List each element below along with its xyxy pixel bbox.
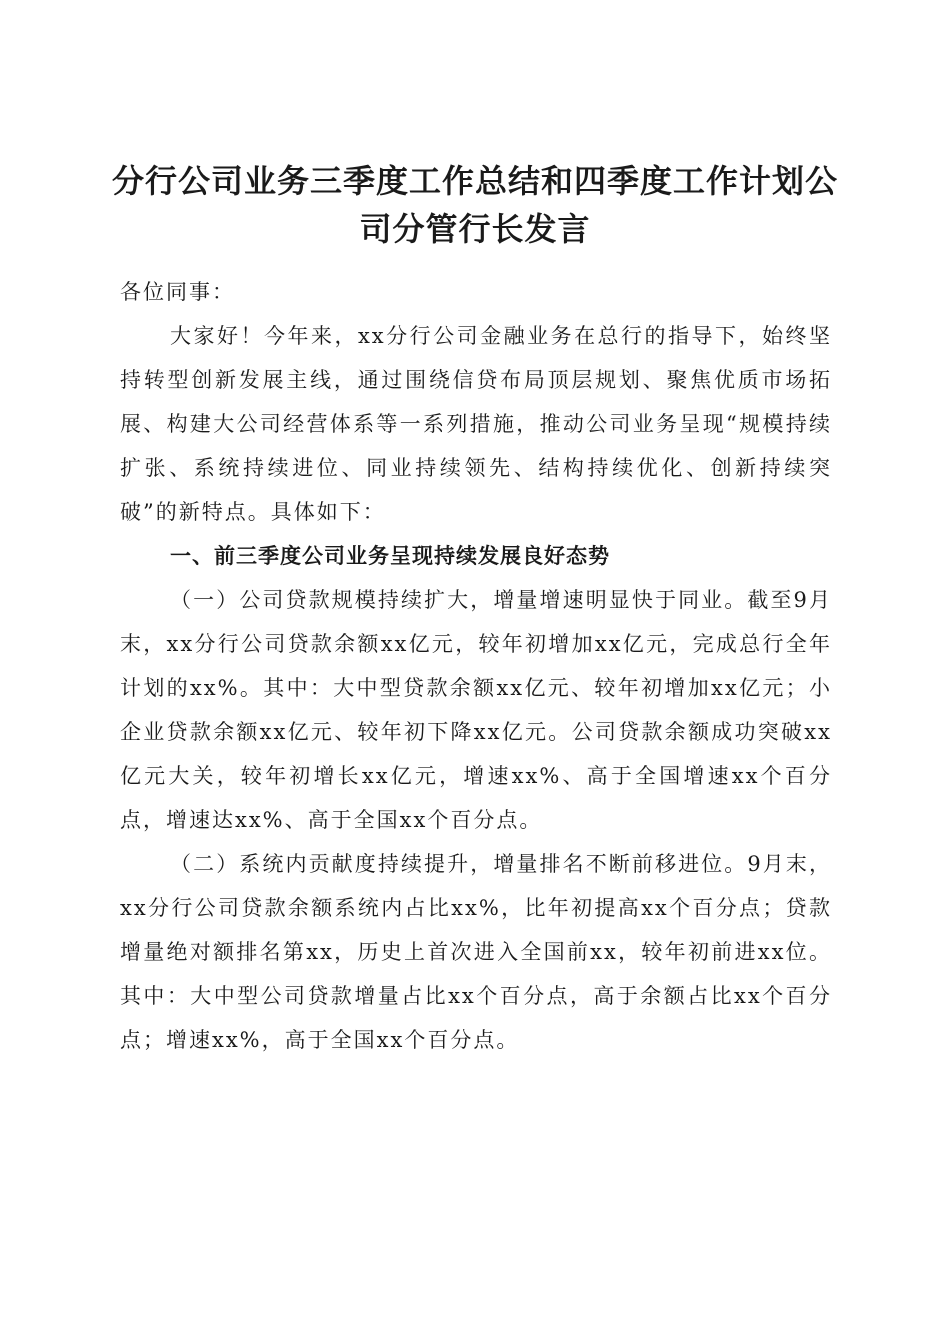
document-title: 分行公司业务三季度工作总结和四季度工作计划公司分管行长发言 <box>111 162 838 249</box>
salutation: 各位同事： <box>120 280 235 304</box>
intro-paragraph: 大家好！今年来，xx分行公司金融业务在总行的指导下，始终坚持转型创新发展主线，通过围绕信贷布局顶层规划、聚焦优质市场拓展、构建大公司经营体系等一系列措施，推动公司业务呈现“规模持续扩张、系统持续进位、同业持续领先、结构持续优化、创新持续突破”的新特点。具体如下： <box>120 324 832 524</box>
document-body <box>120 270 832 1062</box>
subsection-paragraph-1: （一）公司贷款规模持续扩大，增量增速明显快于同业。截至9月末，xx分行公司贷款余额xx亿元，较年初增加xx亿元，完成总行全年计划的xx%。其中：大中型贷款余额xx亿元、较年初增加xx亿元；小企业贷款余额xx亿元、较年初下降xx亿元。公司贷款余额成功突破xx亿元大关，较年初增长xx亿元，增速xx%、高于全国增速xx个百分点，增速达xx%、高于全国xx个百分点。 <box>120 588 832 832</box>
subsection-paragraph-2: （二）系统内贡献度持续提升，增量排名不断前移进位。9月末，xx分行公司贷款余额系统内占比xx%，比年初提高xx个百分点；贷款增量绝对额排名第xx，历史上首次进入全国前xx，较年初前进xx位。其中：大中型公司贷款增量占比xx个百分点，高于余额占比xx个百分点；增速xx%，高于全国xx个百分点。 <box>120 852 832 1052</box>
section-heading: 一、前三季度公司业务呈现持续发展良好态势 <box>170 544 610 568</box>
